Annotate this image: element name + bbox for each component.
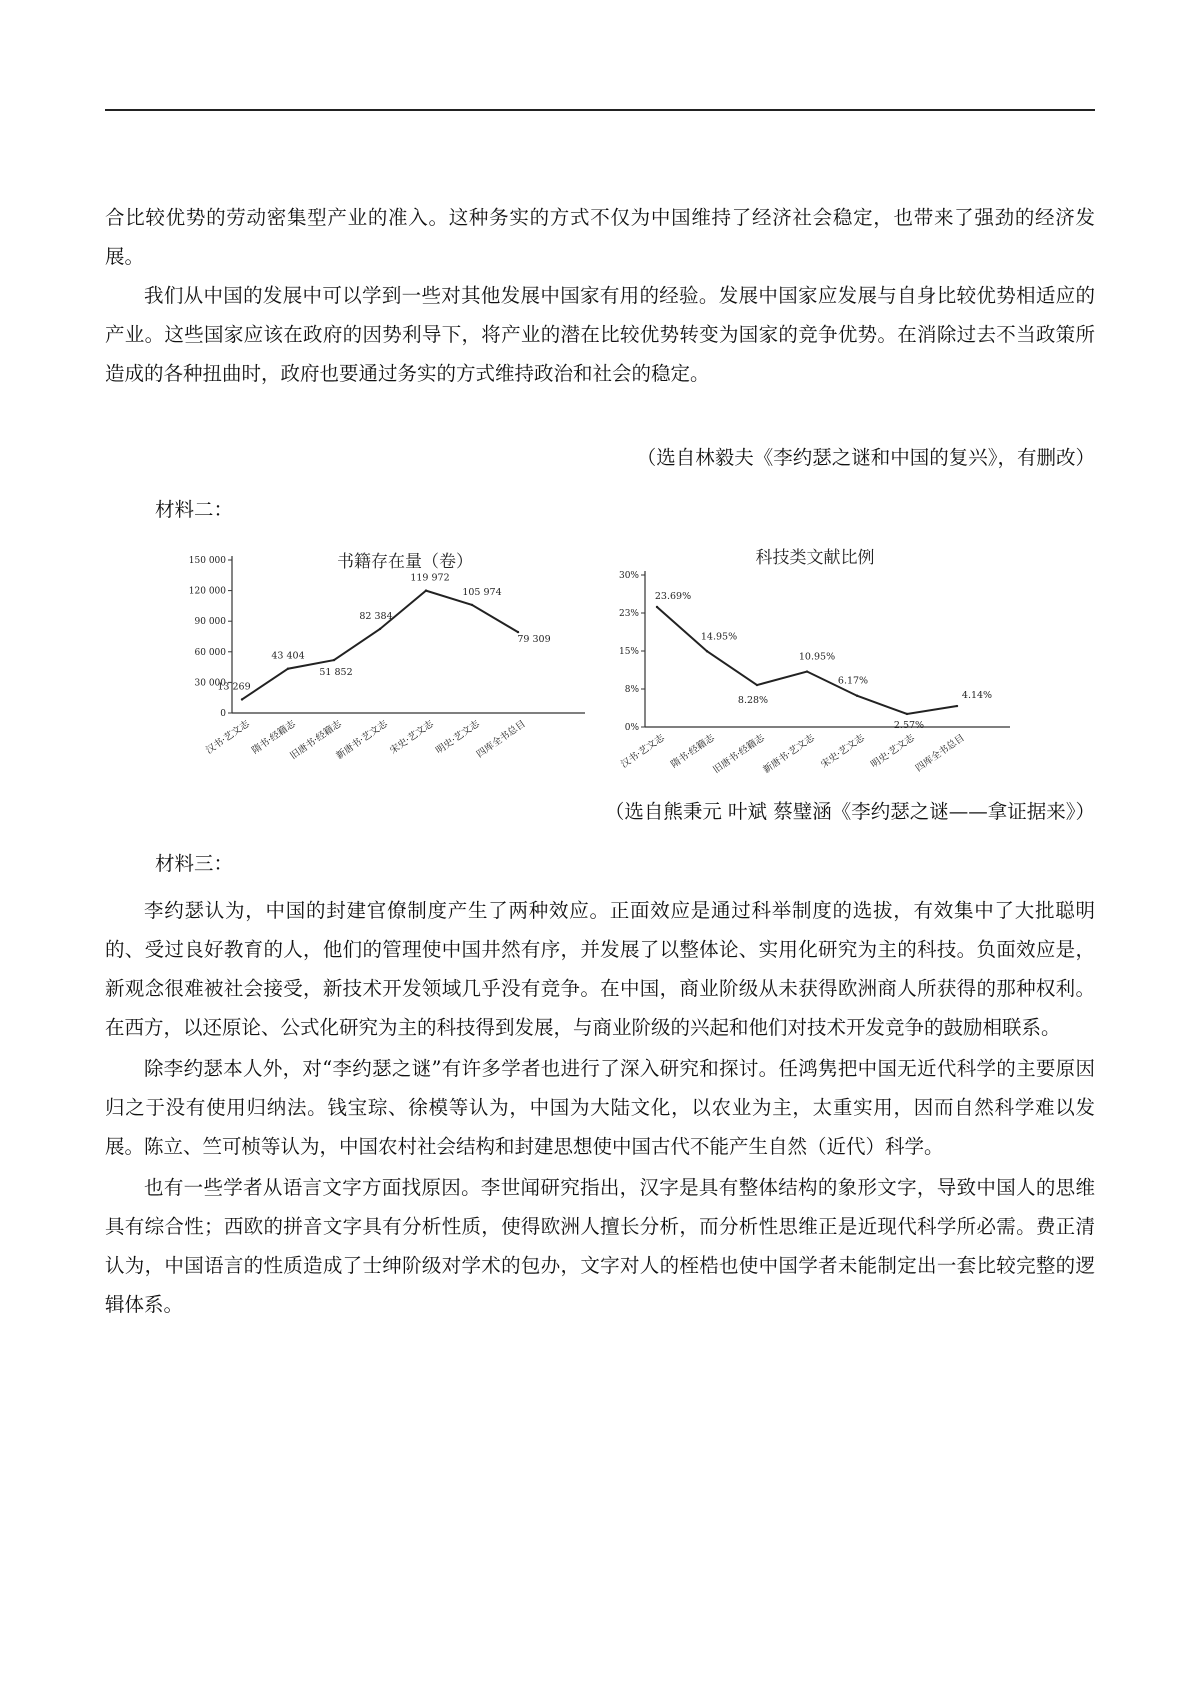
chart-title: 科技类文献比例 <box>755 548 875 568</box>
data-point <box>379 628 381 630</box>
x-category-label: 宋史·艺文志 <box>819 732 867 771</box>
data-point <box>241 698 243 700</box>
material3-label: 材料三： <box>155 852 234 875</box>
data-label: 105 974 <box>462 586 502 598</box>
data-point <box>656 606 658 608</box>
data-label: 79 309 <box>517 634 551 646</box>
source-citation-2: （选自熊秉元 叶斌 蔡璧涵《李约瑟之谜——拿证据来》） <box>604 800 1095 823</box>
paragraph-continuation: 合比较优势的劳动密集型产业的准入。这种务实的方式不仅为中国维持了经济社会稳定，也带来了强劲的经济发展。 <box>105 206 1095 268</box>
data-label: 14.95% <box>700 631 738 643</box>
data-label: 2.57% <box>893 719 925 731</box>
data-label: 23.69% <box>654 590 692 602</box>
data-point <box>471 604 473 606</box>
data-label: 13 269 <box>217 681 251 693</box>
y-tick-label: 0% <box>624 723 639 733</box>
y-tick-label: 30% <box>618 571 639 581</box>
data-point <box>287 668 289 670</box>
x-category-label: 明史·艺文志 <box>869 732 917 771</box>
x-category-label: 汉书·艺文志 <box>619 732 667 771</box>
data-point <box>425 589 427 591</box>
data-label: 6.17% <box>837 675 869 687</box>
data-label: 43 404 <box>271 650 305 662</box>
x-category-label: 新唐书·艺文志 <box>761 732 817 776</box>
data-point <box>956 705 958 707</box>
x-category-label: 旧唐书·经籍志 <box>711 732 767 776</box>
y-tick-label: 0 <box>220 709 226 719</box>
data-point <box>756 684 758 686</box>
data-label: 10.95% <box>798 651 836 663</box>
material2-label: 材料二： <box>155 498 234 521</box>
x-category-label: 隋书·经籍志 <box>669 732 717 771</box>
chart-title: 书籍存在量（卷） <box>337 552 473 572</box>
y-tick-label: 30 000 <box>194 678 226 689</box>
data-point <box>333 659 335 661</box>
source-citation-1: （选自林毅夫《李约瑟之谜和中国的复兴》，有删改） <box>636 446 1095 469</box>
books-volume-line-chart <box>180 540 600 780</box>
paragraph: 我们从中国的发展中可以学到一些对其他发展中国家有用的经验。发展中国家应发展与自身比较优势相适应的产业。这些国家应该在政府的因势利导下，将产业的潜在比较优势转变为国家的竞争优势。在消除过去不当政策所造成的各种扭曲时，政府也要通过务实的方式维持政治和社会的稳定。 <box>105 284 1095 385</box>
x-category-label: 新唐书·艺文志 <box>334 718 390 762</box>
x-category-label: 明史·艺文志 <box>434 718 482 757</box>
y-tick-label: 120 000 <box>188 586 226 597</box>
data-label: 119 972 <box>410 572 450 584</box>
x-category-label: 四库全书总目 <box>474 718 528 761</box>
data-label: 4.14% <box>961 690 993 702</box>
x-category-label: 四库全书总目 <box>913 732 967 775</box>
header-rule <box>105 109 1095 111</box>
data-point <box>856 695 858 697</box>
y-tick-label: 60 000 <box>194 647 226 658</box>
y-tick-label: 23% <box>618 609 639 619</box>
series-line <box>242 591 518 700</box>
paragraph: 也有一些学者从语言文字方面找原因。李世闻研究指出，汉字是具有整体结构的象形文字，导致中国人的思维具有综合性；西欧的拼音文字具有分析性质，使得欧洲人擅长分析，而分析性思维正是近现代科学所必需。费正清认为，中国语言的性质造成了士绅阶级对学术的包办，文字对人的桎梏也使中国学者未能制定出一套比较完整的逻辑体系。 <box>105 1176 1095 1316</box>
x-category-label: 汉书·艺文志 <box>204 718 252 757</box>
material1-text <box>105 198 1095 393</box>
data-point <box>706 650 708 652</box>
data-point <box>906 713 908 715</box>
material3-text <box>105 891 1095 1324</box>
x-category-label: 旧唐书·经籍志 <box>288 718 344 762</box>
data-label: 8.28% <box>737 695 769 707</box>
data-point <box>517 631 519 633</box>
paragraph: 除李约瑟本人外，对“李约瑟之谜”有许多学者也进行了深入研究和探讨。任鸿隽把中国无近代科学的主要原因归之于没有使用归纳法。钱宝琮、徐模等认为，中国为大陆文化，以农业为主，太重实用，因而自然科学难以发展。陈立、竺可桢等认为，中国农村社会结构和封建思想使中国古代不能产生自然（近代）科学。 <box>105 1057 1095 1158</box>
data-label: 82 384 <box>359 610 393 622</box>
science-literature-ratio-line-chart <box>615 535 1025 780</box>
x-category-label: 隋书·经籍志 <box>250 718 298 757</box>
y-tick-label: 15% <box>618 647 639 657</box>
paragraph: 李约瑟认为，中国的封建官僚制度产生了两种效应。正面效应是通过科举制度的选拔，有效集中了大批聪明的、受过良好教育的人，他们的管理使中国井然有序，并发展了以整体论、实用化研究为主的科技。负面效应是，新观念很难被社会接受，新技术开发领域几乎没有竞争。在中国，商业阶级从未获得欧洲商人所获得的那种权利。在西方，以还原论、公式化研究为主的科技得到发展，与商业阶级的兴起和他们对技术开发竞争的鼓励相联系。 <box>105 899 1095 1039</box>
y-tick-label: 8% <box>624 685 639 695</box>
x-category-label: 宋史·艺文志 <box>388 718 436 757</box>
y-tick-label: 90 000 <box>194 617 226 628</box>
data-label: 51 852 <box>319 667 353 679</box>
y-tick-label: 150 000 <box>188 556 226 566</box>
data-point <box>806 670 808 672</box>
